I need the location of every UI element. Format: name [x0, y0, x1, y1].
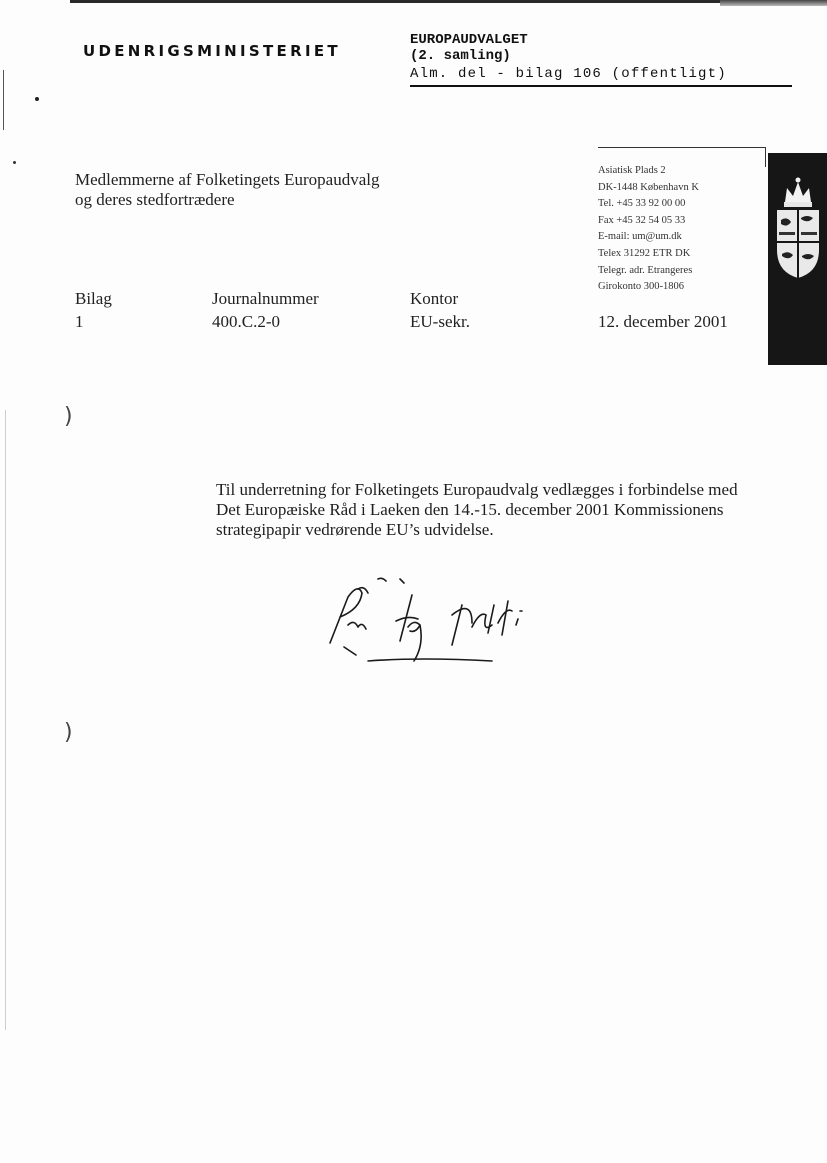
body-line: strategipapir vedrørende EU’s udvidelse.: [216, 520, 494, 539]
kontor-label: Kontor: [410, 289, 459, 308]
body-line: Til underretning for Folketingets Europaudvalg vedlægges i forbindelse med: [216, 480, 738, 499]
recipient-line: og deres stedfortrædere: [75, 190, 235, 209]
journal-value: 400.C.2-0: [212, 312, 280, 331]
address-rule: [765, 147, 766, 167]
bilag-value: 1: [75, 312, 84, 331]
address-giro: Girokonto 300-1806: [598, 281, 685, 292]
address-phone: Tel. +45 33 92 00 00: [598, 198, 686, 209]
stamp-session: (2. samling): [410, 48, 511, 64]
scan-margin-line: [5, 410, 6, 1030]
address-fax: Fax +45 32 54 05 33: [598, 215, 686, 226]
letter-date: 12. december 2001: [598, 312, 728, 331]
ministry-name: UDENRIGSMINISTERIET: [83, 42, 341, 60]
address-city: DK-1448 København K: [598, 182, 699, 193]
coat-of-arms-icon: [773, 172, 823, 282]
punch-hole-mark: ): [64, 404, 73, 429]
address-telex: Telex 31292 ETR DK: [598, 248, 691, 259]
punch-hole-mark: ): [64, 720, 73, 745]
scan-speck: [35, 97, 39, 101]
scan-speck: [13, 161, 16, 164]
kontor-value: EU-sekr.: [410, 312, 470, 331]
stamp-reference: Alm. del - bilag 106 (offentligt): [410, 66, 727, 82]
stamp-committee: EUROPAUDVALGET: [410, 32, 528, 48]
scan-margin-mark: [3, 70, 4, 130]
journal-label: Journalnummer: [212, 289, 319, 308]
bilag-label: Bilag: [75, 289, 112, 308]
body-line: Det Europæiske Råd i Laeken den 14.-15. december 2001 Kommissionens: [216, 500, 724, 519]
address-street: Asiatisk Plads 2: [598, 165, 666, 176]
address-telegram: Telegr. adr. Etrangeres: [598, 265, 693, 276]
stamp-underline: [410, 85, 792, 87]
scan-edge-line: [70, 0, 827, 3]
address-email: E-mail: um@um.dk: [598, 231, 682, 242]
recipient-line: Medlemmerne af Folketingets Europaudvalg: [75, 170, 380, 189]
scan-edge-shadow: [720, 0, 827, 6]
letter-body: [216, 480, 776, 540]
handwritten-signature: [322, 575, 542, 675]
address-rule: [598, 147, 766, 148]
